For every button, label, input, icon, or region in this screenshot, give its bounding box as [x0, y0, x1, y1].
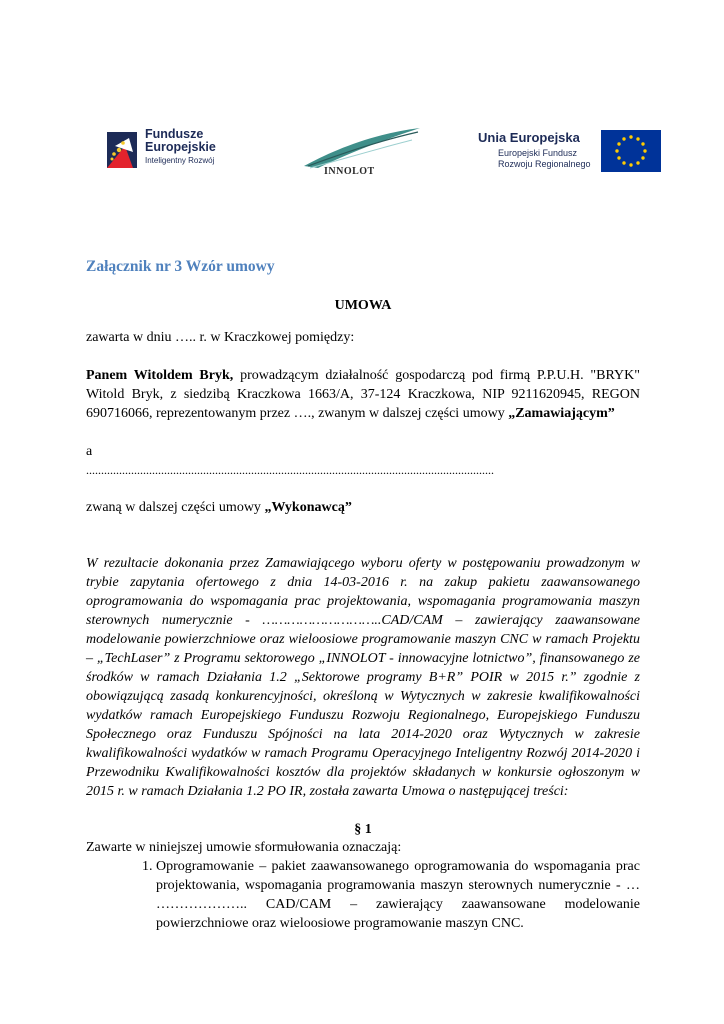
ue-line1: Unia Europejska — [478, 130, 580, 145]
innolot-swoosh-icon — [300, 126, 424, 170]
section-intro: Zawarte w niniejszej umowie sformułowania oznaczają: — [86, 840, 402, 855]
eu-flag-icon — [601, 130, 661, 172]
party2-prefix: zwaną w dalszej części umowy — [86, 500, 265, 515]
party1-details: prowadzącym działalność gospodarczą pod firmą P.P.U.H. "BRYK" Witold Bryk, z siedzibą Kraczkowa 1663/A, 37-124 Kraczkowa, NIP 9211620945, REGON 690716066, reprezentowanym przez …., zwanym w dalszej części umowy — [86, 368, 640, 421]
fe-emblem-icon — [103, 128, 141, 172]
party1-paragraph — [86, 366, 640, 423]
fundusze-europejskie-logo — [103, 126, 243, 176]
document-title: UMOWA — [334, 298, 392, 313]
contractor-placeholder-line: ........................................................................................................................................ — [86, 463, 494, 477]
definitions-list — [86, 857, 640, 933]
document-body — [86, 258, 640, 933]
section-heading: § 1 — [354, 822, 372, 837]
unia-europejska-logo — [478, 130, 664, 180]
ue-line2: Europejski Fundusz — [498, 148, 578, 158]
innolot-logo — [300, 126, 424, 186]
definition-item: 1. Oprogramowanie – pakiet zaawansowanego oprogramowania do wspomagania prac projektowania, wspomagania programowania maszyn sterownych numerycznie - … ……………….. CAD/CAM – zawierający zaawansowane modelowanie powierzchniowe oraz wieloosiowe programowanie maszyn CNC. — [156, 857, 640, 933]
innolot-label: INNOLOT — [324, 166, 375, 177]
and-line: a — [86, 444, 93, 459]
annex-title: Załącznik nr 3 Wzór umowy — [86, 258, 275, 275]
fe-line1: Fundusze — [145, 127, 204, 141]
concluded-line: zawarta w dniu ….. r. w Kraczkowej pomiędzy: — [86, 330, 355, 345]
ue-line3: Rozwoju Regionalnego — [498, 159, 591, 169]
logo-bar — [0, 118, 724, 188]
party1-role: „Zamawiającym” — [508, 406, 615, 421]
party2-role: „Wykonawcą” — [264, 500, 352, 515]
party2-paragraph — [86, 498, 640, 517]
party1-name: Panem Witoldem Bryk, — [86, 368, 234, 383]
fe-line2: Europejskie — [145, 140, 216, 154]
preamble-paragraph: W rezultacie dokonania przez Zamawiającego wyboru oferty w postępowaniu prowadzonym w trybie zapytania ofertowego z dnia 14-03-2016 r. na zakup pakietu zaawansowanego oprogramowania do wspomagania prac projektowania, wspomagania programowania maszyn sterownych numerycznie - ………………………..CAD/CAM – zawierający zaawansowane modelowanie powierzchniowe oraz wieloosiowe programowanie maszyn CNC w ramach Projektu – „TechLaser” z Programu sektorowego „INNOLOT - innowacyjne lotnictwo”, finansowanego ze środków w ramach Działania 1.2 „Sektorowe programy B+R” POIR w 2015 r.” zgodnie z obowiązującą zasadą konkurencyjności, określoną w Wytycznych w zakresie kwalifikowalności wydatków ramach Europejskiego Funduszu Rozwoju Regionalnego, Europejskiego Funduszu Społecznego oraz Funduszu Spójności na lata 2014-2020 oraz Wytycznych w zakresie kwalifikowalności wydatków w ramach Programu Operacyjnego Inteligentny Rozwój 2014-2020 i Przewodniku Kwalifikowalności kosztów dla projektów składanych w konkursie ogłoszonym w 2015 r. w ramach Działania 1.2 PO IR, została zawarta Umowa o następującej treści: — [86, 556, 640, 799]
fe-line3: Inteligentny Rozwój — [145, 156, 215, 165]
